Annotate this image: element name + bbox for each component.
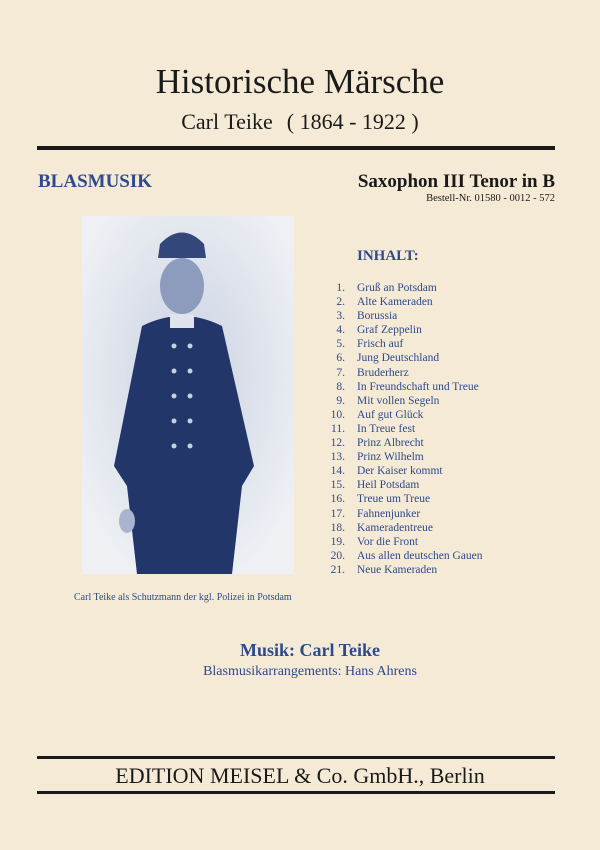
item-number: 2. <box>336 296 345 309</box>
instrument-title: Saxophon III Tenor in B <box>357 171 555 192</box>
contents-heading: INHALT: <box>357 248 419 264</box>
contents-item <box>320 295 483 309</box>
contents-item <box>320 323 483 337</box>
contents-item <box>320 380 483 394</box>
item-number: 19. <box>330 535 345 548</box>
item-number: 5. <box>336 338 345 351</box>
item-title: Kameradentreue <box>357 521 433 534</box>
category-label: BLASMUSIK <box>38 171 153 192</box>
contents-list <box>320 281 483 577</box>
item-title: Borussia <box>357 310 398 323</box>
item-number: 15. <box>330 479 345 492</box>
item-number: 4. <box>336 324 345 337</box>
contents-item <box>320 464 483 478</box>
item-number: 20. <box>330 549 345 562</box>
item-title: Alte Kameraden <box>357 296 433 309</box>
item-number: 12. <box>330 437 345 450</box>
item-title: Vor die Front <box>357 535 419 548</box>
item-title: Jung Deutschland <box>357 352 440 365</box>
publisher-rule-top <box>37 756 555 759</box>
publisher-rule-bottom <box>37 791 555 794</box>
publisher-name: EDITION MEISEL & Co. GmbH., Berlin <box>115 763 485 788</box>
composer-line <box>0 109 600 135</box>
contents-item <box>320 351 483 365</box>
arrangement-credit: Blasmusikarrangements: Hans Ahrens <box>203 664 417 679</box>
item-title: In Treue fest <box>357 422 416 435</box>
contents-item <box>320 337 483 351</box>
item-title: Heil Potsdam <box>357 479 420 492</box>
item-number: 16. <box>330 493 345 506</box>
item-number: 9. <box>336 394 345 407</box>
contents-item <box>320 366 483 380</box>
portrait-photo <box>82 216 294 574</box>
contents-item <box>320 281 483 295</box>
photo-caption: Carl Teike als Schutzmann der kgl. Polizei in Potsdam <box>74 592 292 603</box>
contents-item <box>320 492 483 506</box>
contents-item <box>320 521 483 535</box>
item-number: 3. <box>336 310 345 323</box>
item-title: Prinz Wilhelm <box>357 451 424 464</box>
contents-item <box>320 535 483 549</box>
item-number: 14. <box>330 465 345 478</box>
contents-item <box>320 394 483 408</box>
item-number: 10. <box>330 408 345 421</box>
page-title: Historische Märsche <box>155 62 445 101</box>
item-number: 21. <box>330 563 345 576</box>
item-title: Treue um Treue <box>357 493 431 506</box>
contents-item <box>320 549 483 563</box>
contents-item <box>320 408 483 422</box>
contents-item <box>320 422 483 436</box>
item-title: Neue Kameraden <box>357 563 438 576</box>
contents-item <box>320 436 483 450</box>
composer-years: ( 1864 - 1922 ) <box>286 109 419 134</box>
item-title: Fahnenjunker <box>357 507 421 520</box>
contents-item <box>320 309 483 323</box>
contents-item <box>320 507 483 521</box>
portrait-illustration <box>82 216 294 574</box>
contents-item <box>320 450 483 464</box>
item-title: Prinz Albrecht <box>357 437 424 450</box>
contents-item <box>320 563 483 577</box>
contents-item <box>320 478 483 492</box>
item-number: 7. <box>336 366 345 379</box>
item-title: Aus allen deutschen Gauen <box>357 549 483 562</box>
item-number: 1. <box>336 282 345 294</box>
order-number: Bestell-Nr. 01580 - 0012 - 572 <box>426 193 555 204</box>
item-number: 11. <box>331 422 345 435</box>
item-title: Bruderherz <box>357 366 409 379</box>
top-rule <box>37 146 555 150</box>
composer-name: Carl Teike <box>181 109 273 134</box>
item-title: In Freundschaft und Treue <box>357 380 479 393</box>
item-title: Mit vollen Segeln <box>357 394 440 407</box>
item-number: 18. <box>330 521 345 534</box>
item-number: 17. <box>330 507 345 520</box>
item-title: Graf Zeppelin <box>357 324 422 337</box>
item-title: Frisch auf <box>357 338 404 351</box>
music-credit: Musik: Carl Teike <box>239 640 381 660</box>
item-title: Der Kaiser kommt <box>357 465 443 478</box>
item-number: 13. <box>330 451 345 464</box>
item-number: 8. <box>336 380 345 393</box>
item-title: Gruß an Potsdam <box>357 282 437 294</box>
item-title: Auf gut Glück <box>357 408 424 421</box>
item-number: 6. <box>336 352 345 365</box>
